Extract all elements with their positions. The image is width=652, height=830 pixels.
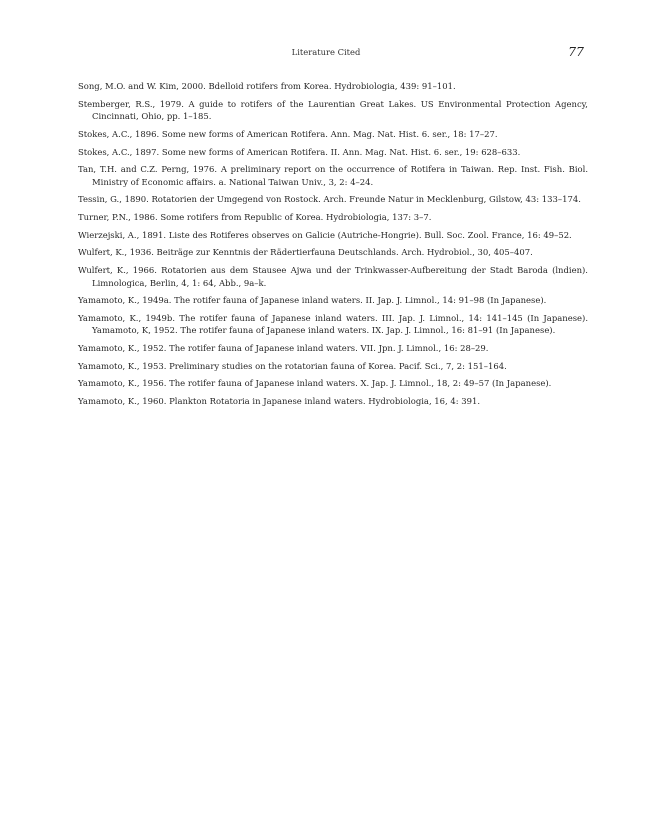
reference-entry: Wierzejski, A., 1891. Liste des Rotiferes observes on Galicie (Autriche-Hongrie). Bull. Soc. Zool. France, 16: 49–52. — [78, 229, 572, 240]
reference-entry: Wulfert, K., 1936. Beiträge zur Kenntnis der Rädertierfauna Deutschlands. Arch. Hydrobiol., 30, 405–407. — [78, 247, 533, 258]
reference-entry: Stemberger, R.S., 1979. A guide to rotifers of the Laurentian Great Lakes. US Environmental Protection Agency, Cincinnati, Ohio, pp. 1–185. — [78, 98, 588, 122]
reference-entry: Yamamoto, K., 1956. The rotifer fauna of Japanese inland waters. X. Jap. J. Limnol., 18, 2: 49–57 (In Japanese). — [78, 378, 552, 389]
reference-entry: Turner, P.N., 1986. Some rotifers from Republic of Korea. Hydrobiologia, 137: 3–7. — [78, 212, 432, 223]
reference-entry: Stokes, A.C., 1896. Some new forms of American Rotifera. Ann. Mag. Nat. Hist. 6. ser., 18: 17–27. — [78, 128, 498, 139]
running-title: Literature Cited — [291, 47, 361, 57]
page-number: 77 — [568, 44, 584, 59]
running-head — [0, 44, 652, 64]
reference-entry: Tan, T.H. and C.Z. Perng, 1976. A preliminary report on the occurrence of Rotifera in Taiwan. Rep. Inst. Fish. Biol. Ministry of Economic affairs. a. National Taiwan Univ., 3, 2: 4–24. — [78, 164, 588, 187]
reference-entry: Yamamoto, K., 1949b. The rotifer fauna of Japanese inland waters. III. Jap. J. Limnol., 14: 141–145 (In Japanese). Yamamoto, K, 1952. The rotifer fauna of Japanese inland waters. IX. Jap. J. Limnol., 16: 81–91 (In Japanese). — [78, 312, 588, 336]
reference-list — [78, 80, 588, 413]
reference-entry: Yamamoto, K., 1953. Preliminary studies on the rotatorian fauna of Korea. Pacif. Sci., 7, 2: 151–164. — [78, 360, 507, 371]
reference-entry: Yamamoto, K., 1952. The rotifer fauna of Japanese inland waters. VII. Jpn. J. Limnol., 16: 28–29. — [78, 343, 489, 354]
reference-entry: Tessin, G., 1890. Rotatorien der Umgegend von Rostock. Arch. Freunde Natur in Mecklenburg, Gilstow, 43: 133–174. — [78, 194, 581, 205]
reference-entry: Song, M.O. and W. Kim, 2000. Bdelloid rotifers from Korea. Hydrobiologia, 439: 91–101. — [78, 81, 456, 91]
reference-entry: Stokes, A.C., 1897. Some new forms of American Rotifera. II. Ann. Mag. Nat. Hist. 6. ser., 19: 628–633. — [78, 146, 521, 157]
reference-entry: Wulfert, K., 1966. Rotatorien aus dem Stausee Ajwa und der Trinkwasser-Aufbereitung der Stadt Baroda (lndien). Limnologica, Berlin, 4, 1: 64, Abb., 9a–k. — [78, 265, 588, 288]
reference-entry: Yamamoto, K., 1949a. The rotifer fauna of Japanese inland waters. II. Jap. J. Limnol., 14: 91–98 (In Japanese). — [78, 295, 547, 306]
reference-entry: Yamamoto, K., 1960. Plankton Rotatoria in Japanese inland waters. Hydrobiologia, 16, 4: 391. — [78, 396, 481, 407]
